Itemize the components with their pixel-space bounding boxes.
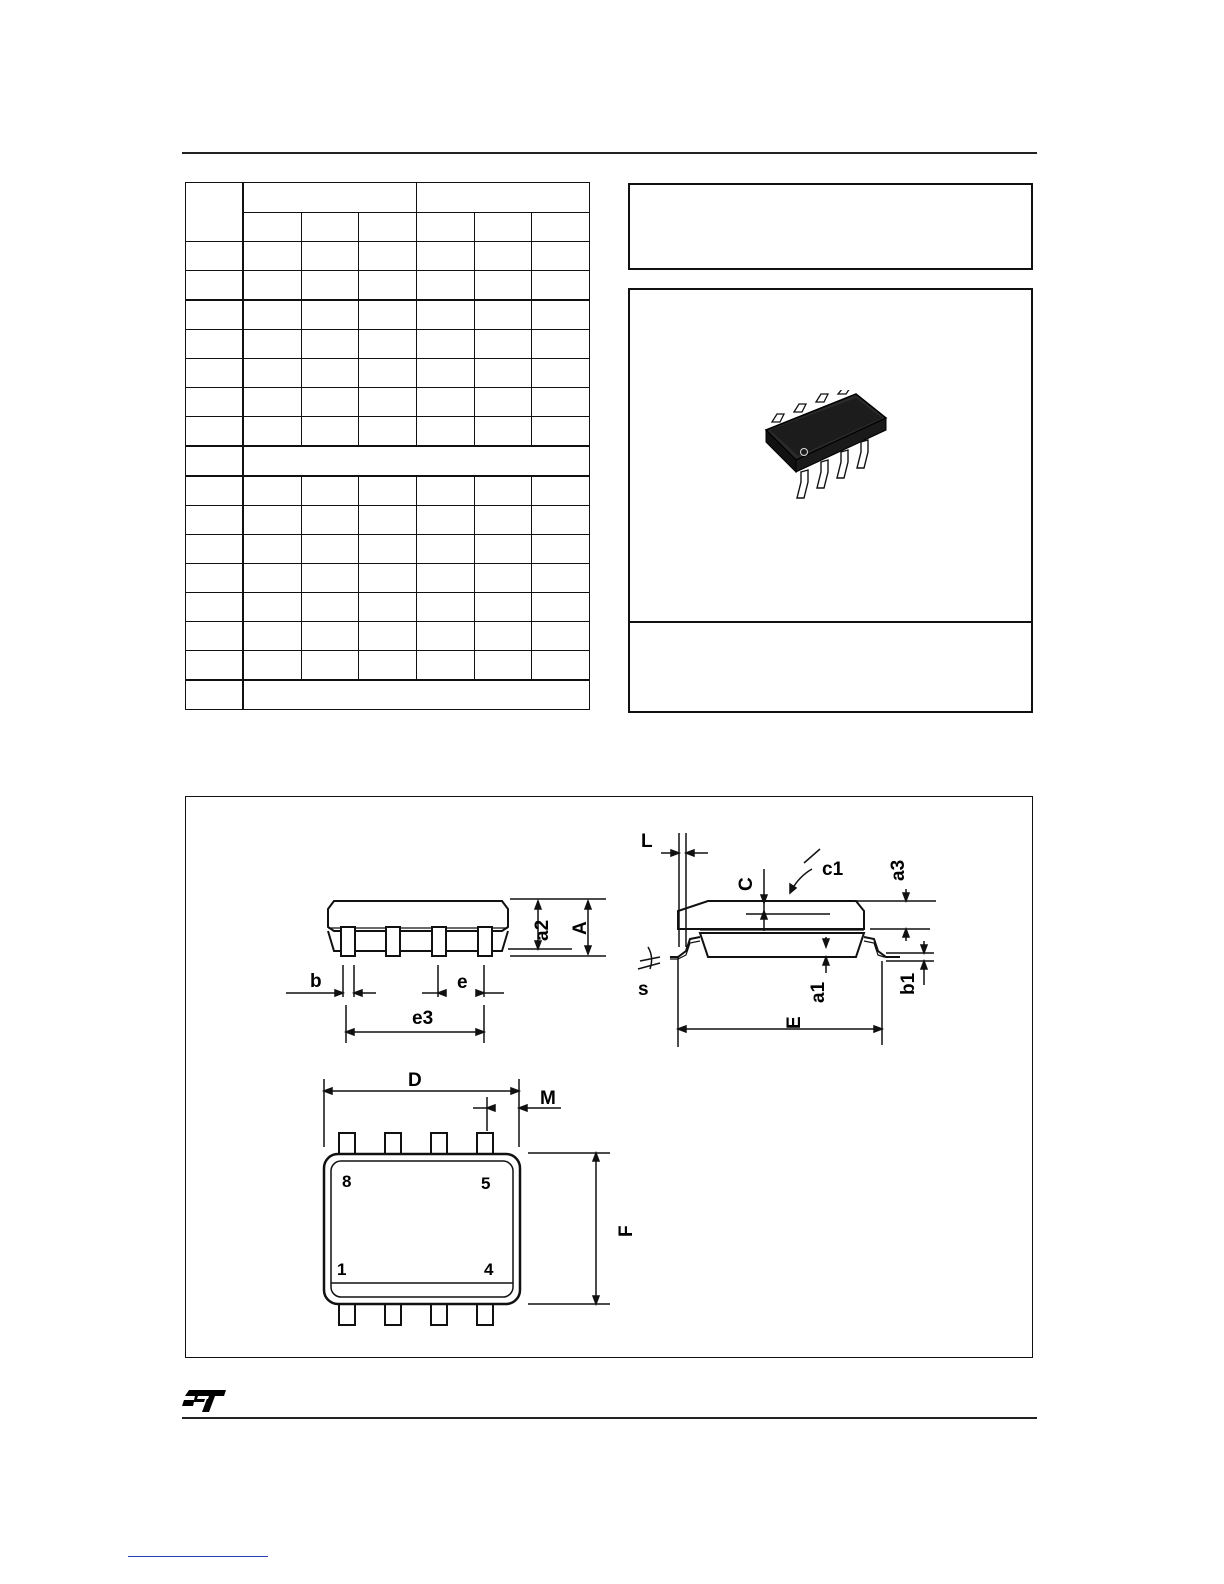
- header-rule: [182, 152, 1037, 154]
- label-F: F: [616, 1225, 637, 1237]
- table-cell: [243, 213, 301, 242]
- mechanical-drawing: [185, 796, 1033, 1358]
- table-row: [186, 271, 590, 301]
- top-view: [324, 1079, 610, 1325]
- label-C: C: [736, 877, 757, 891]
- dimensions-table: [185, 182, 590, 710]
- table-group-header: [243, 183, 417, 213]
- table-group-header: [417, 183, 590, 213]
- st-logo: [182, 1388, 228, 1414]
- table-row: [186, 300, 590, 330]
- table-cell: [417, 213, 475, 242]
- table-row-merged: [186, 680, 590, 710]
- table-corner-cell: [186, 183, 244, 242]
- table-row: [186, 622, 590, 651]
- title-box: [628, 183, 1033, 270]
- table-cell: [359, 213, 417, 242]
- drawing-svg: [186, 797, 1034, 1359]
- so8-package-photo: [756, 390, 916, 520]
- table-cell: [474, 213, 532, 242]
- label-c1: c1: [822, 859, 844, 880]
- footer-rule: [182, 1417, 1037, 1419]
- label-e: e: [457, 972, 468, 993]
- package-box: [628, 288, 1033, 713]
- label-b1: b1: [898, 972, 919, 995]
- label-b: b: [310, 971, 322, 992]
- table-row: [186, 388, 590, 417]
- label-a3: a3: [888, 859, 909, 881]
- label-D: D: [408, 1070, 422, 1091]
- label-M: M: [540, 1088, 556, 1109]
- table-row: [186, 330, 590, 359]
- pin-label-5: 5: [481, 1174, 491, 1193]
- table-row: [186, 506, 590, 535]
- package-box-divider: [630, 621, 1031, 623]
- table-row: [186, 476, 590, 506]
- table-row: [186, 417, 590, 447]
- label-E: E: [784, 1016, 805, 1029]
- table-cell: [532, 213, 590, 242]
- label-a1: a1: [808, 981, 829, 1003]
- table-row: [186, 651, 590, 681]
- label-s: s: [638, 979, 649, 1000]
- label-e3: e3: [412, 1008, 434, 1029]
- front-view: [286, 899, 606, 1043]
- label-L: L: [641, 831, 653, 852]
- table-cell: [301, 213, 359, 242]
- table-row: [186, 535, 590, 564]
- label-a2: a2: [532, 919, 553, 941]
- pin-label-4: 4: [484, 1260, 494, 1279]
- label-A: A: [570, 921, 591, 935]
- table-row: [186, 593, 590, 622]
- table-row-merged: [186, 446, 590, 476]
- pin-label-8: 8: [342, 1172, 352, 1191]
- page-link-underline[interactable]: [128, 1556, 268, 1557]
- table-row: [186, 242, 590, 271]
- pin-label-1: 1: [337, 1260, 347, 1279]
- table-row: [186, 564, 590, 593]
- table-row: [186, 359, 590, 388]
